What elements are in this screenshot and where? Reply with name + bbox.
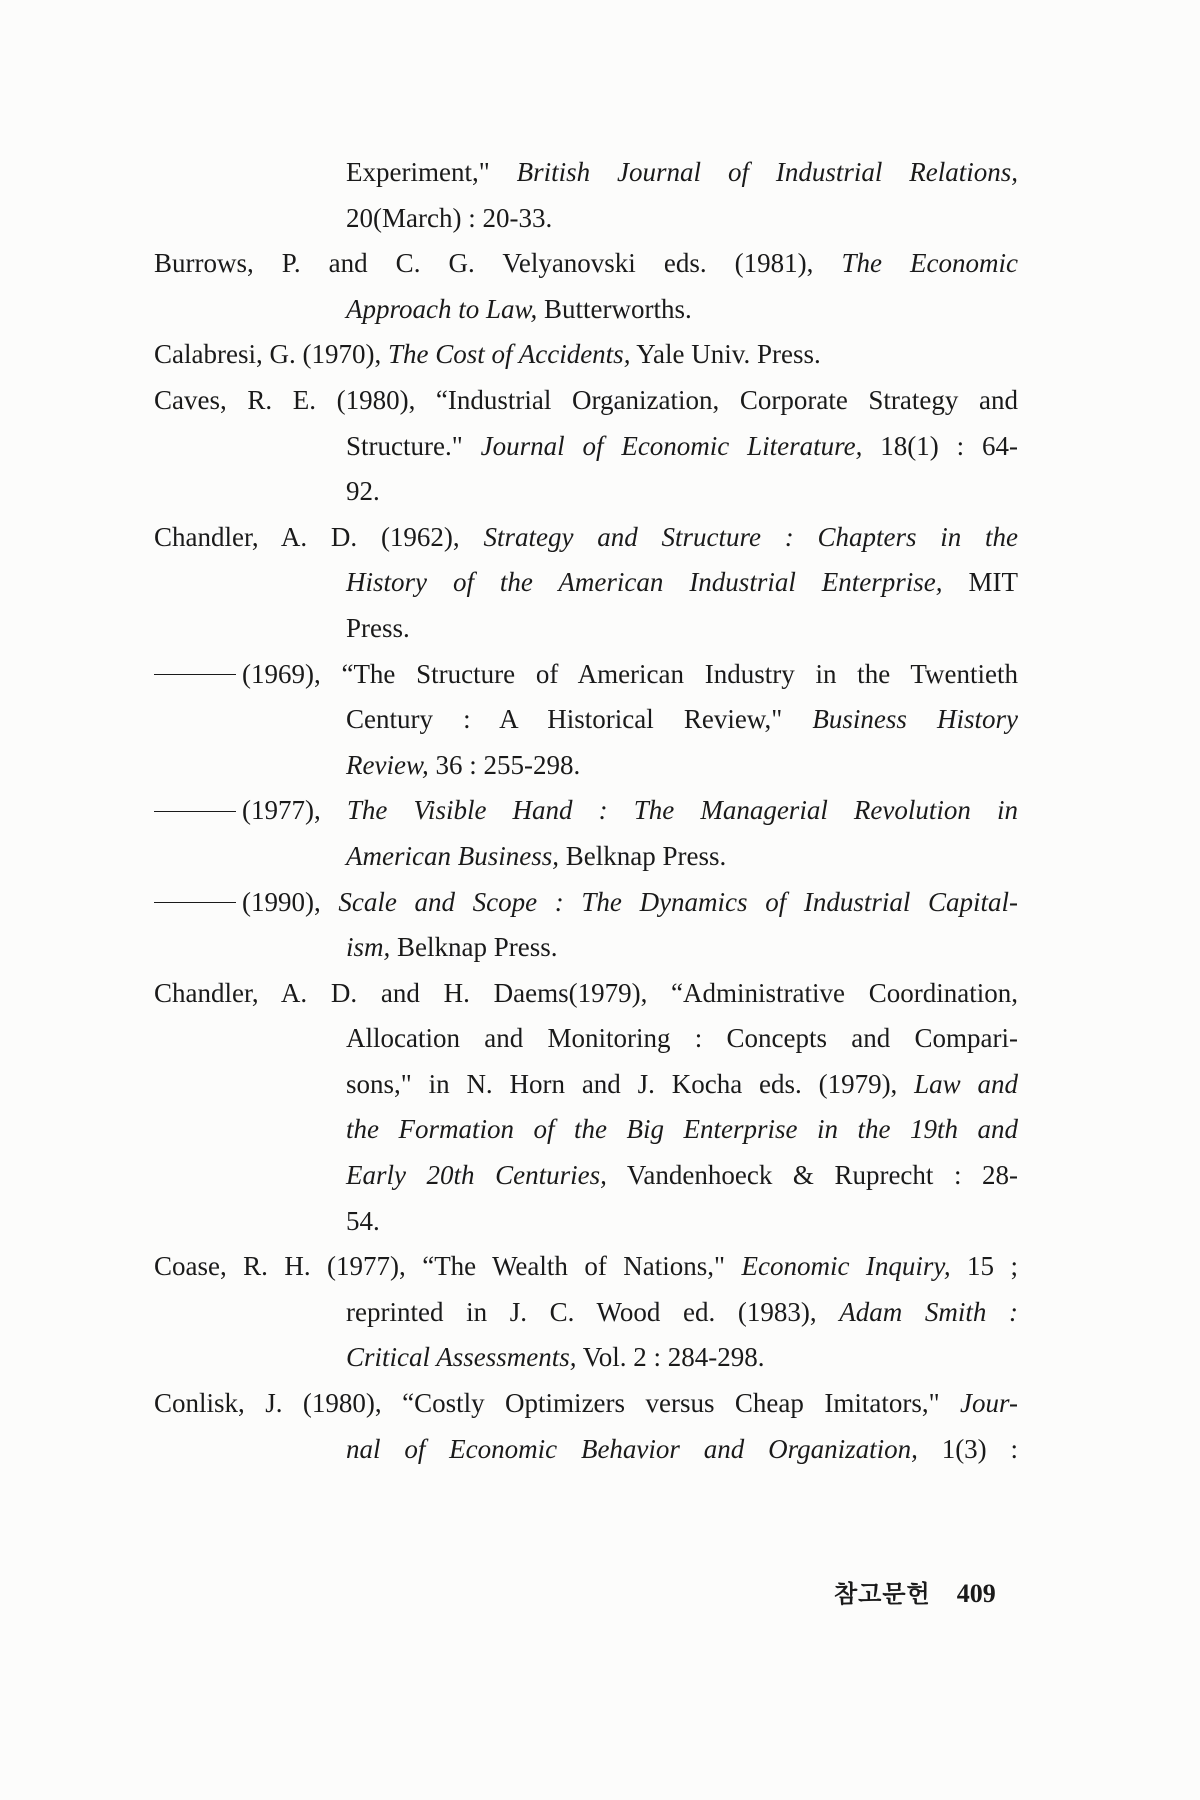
italic-title-text: Review, — [346, 749, 429, 780]
reference-line — [154, 1381, 1018, 1427]
page-number: 409 — [956, 1579, 996, 1608]
citation-text: Caves, R. E. (1980), “Industrial Organization, Corporate Strategy and — [154, 384, 1018, 415]
citation-text: Allocation and Monitoring : Concepts and Compari- — [346, 1023, 1018, 1054]
citation-text: 1(3) : — [917, 1433, 1019, 1464]
italic-title-text: The Visible Hand : The Managerial Revolution in — [346, 795, 1018, 826]
reference-line — [154, 788, 1018, 834]
citation-text: Butterworths. — [537, 293, 692, 324]
citation-text: MIT — [942, 567, 1018, 598]
reference-entry — [154, 515, 1018, 652]
citation-text: Chandler, A. D. (1962), — [154, 521, 484, 552]
reference-line — [154, 1290, 1018, 1336]
reference-line — [154, 1427, 1018, 1473]
reference-entry — [154, 652, 1018, 789]
reference-entry — [154, 788, 1018, 879]
italic-title-text: History of the American Industrial Enterprise, — [346, 567, 943, 598]
reference-entry — [154, 880, 1018, 971]
reference-line — [154, 560, 1018, 606]
citation-text: Press. — [346, 612, 410, 643]
reference-line — [154, 652, 1018, 698]
citation-text: Experiment," — [346, 157, 517, 187]
reference-line — [154, 1199, 1018, 1245]
citation-text: 92. — [346, 476, 380, 507]
italic-title-text: Scale and Scope : The Dynamics of Industrial Capital- — [338, 886, 1019, 917]
citation-text: 18(1) : 64- — [862, 430, 1018, 461]
citation-text: (1969), “The Structure of American Industry in the Twentieth — [242, 658, 1018, 689]
citation-text: (1977), — [242, 795, 347, 826]
citation-text: 36 : 255-298. — [428, 749, 581, 780]
citation-text: 20(March) : 20-33. — [346, 202, 553, 233]
reference-line — [154, 697, 1018, 743]
citation-text: Structure." — [346, 430, 481, 461]
reference-line — [154, 1153, 1018, 1199]
reference-line — [154, 241, 1018, 287]
reference-line — [154, 424, 1018, 470]
citation-text: Belknap Press. — [558, 840, 727, 871]
citation-text: Chandler, A. D. and H. Daems(1979), “Administrative Coordination, — [154, 977, 1018, 1008]
italic-title-text: Early 20th Centuries, — [346, 1160, 607, 1191]
citation-text: Burrows, P. and C. G. Velyanovski eds. (1981), — [154, 248, 842, 279]
citation-text: Coase, R. H. (1977), “The Wealth of Nations," — [154, 1251, 742, 1282]
citation-text: Vol. 2 : 284-298. — [576, 1342, 765, 1373]
reference-entry — [154, 378, 1018, 515]
italic-title-text: British Journal of Industrial Relations, — [516, 157, 1018, 187]
italic-title-text: Approach to Law, — [346, 293, 538, 324]
reference-list — [154, 150, 1018, 1472]
citation-text: Calabresi, G. (1970), — [154, 339, 388, 370]
italic-title-text: ism, — [346, 932, 391, 963]
ditto-dash — [154, 811, 236, 812]
reference-entry — [154, 971, 1018, 1245]
reference-line — [154, 1107, 1018, 1153]
italic-title-text: Law and — [914, 1068, 1018, 1099]
reference-entry — [154, 1381, 1018, 1472]
italic-title-text: Strategy and Structure : Chapters in the — [483, 521, 1018, 552]
page-footer — [834, 1574, 996, 1609]
citation-text: sons," in N. Horn and J. Kocha eds. (1979), — [346, 1068, 915, 1099]
italic-title-text: Business History — [812, 704, 1018, 735]
reference-line — [154, 1335, 1018, 1381]
citation-text: 15 ; — [950, 1251, 1018, 1282]
reference-line — [154, 1244, 1018, 1290]
citation-text: Vandenhoeck & Ruprecht : 28- — [606, 1160, 1019, 1191]
reference-entry — [154, 1244, 1018, 1381]
ditto-dash — [154, 902, 236, 903]
citation-text: 54. — [346, 1205, 380, 1236]
ditto-dash — [154, 674, 236, 675]
italic-title-text: Critical Assessments, — [346, 1342, 577, 1373]
citation-text: (1990), — [242, 886, 339, 917]
citation-text: Yale Univ. Press. — [630, 339, 821, 370]
reference-line — [154, 150, 1018, 196]
running-footer-section-title: 참고문헌 — [834, 1580, 931, 1608]
reference-entry — [154, 332, 1018, 378]
italic-title-text: The Cost of Accidents, — [387, 339, 631, 370]
citation-text: reprinted in J. C. Wood ed. (1983), — [346, 1296, 840, 1327]
reference-line — [154, 196, 1018, 242]
italic-title-text: American Business, — [346, 840, 559, 871]
reference-line — [154, 469, 1018, 515]
reference-line — [154, 1016, 1018, 1062]
reference-line — [154, 287, 1018, 333]
reference-line — [154, 332, 1018, 378]
reference-line — [154, 743, 1018, 789]
italic-title-text: Economic Inquiry, — [741, 1251, 951, 1282]
citation-text: Belknap Press. — [390, 932, 558, 963]
reference-line — [154, 378, 1018, 424]
reference-line — [154, 1062, 1018, 1108]
reference-line — [154, 925, 1018, 971]
italic-title-text: Jour- — [960, 1388, 1018, 1419]
citation-text: Conlisk, J. (1980), “Costly Optimizers versus Cheap Imitators," — [154, 1388, 961, 1419]
reference-line — [154, 834, 1018, 880]
reference-line — [154, 515, 1018, 561]
reference-line — [154, 606, 1018, 652]
italic-title-text: The Economic — [841, 248, 1018, 279]
citation-text: Century : A Historical Review," — [346, 704, 813, 735]
italic-title-text: the Formation of the Big Enterprise in the 19th and — [346, 1114, 1018, 1145]
reference-entry — [154, 241, 1018, 332]
italic-title-text: Journal of Economic Literature, — [480, 430, 863, 461]
reference-entry — [154, 150, 1018, 241]
italic-title-text: Adam Smith : — [839, 1296, 1018, 1327]
italic-title-text: nal of Economic Behavior and Organization, — [346, 1433, 918, 1464]
reference-line — [154, 971, 1018, 1017]
reference-line — [154, 880, 1018, 926]
